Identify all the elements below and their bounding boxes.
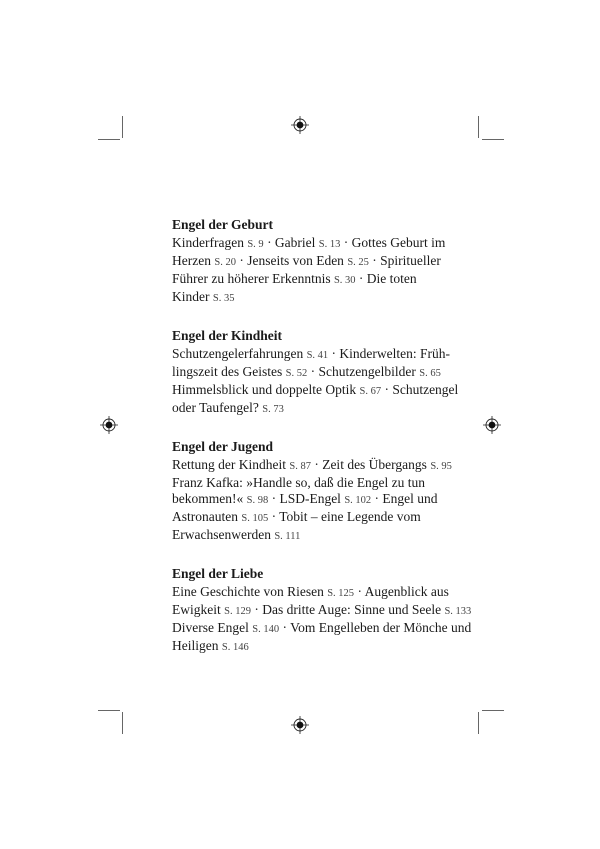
entry-text: · LSD-Engel bbox=[268, 491, 345, 506]
toc-line bbox=[172, 620, 472, 638]
page-reference: S. 146 bbox=[221, 642, 249, 653]
page-reference: S. 102 bbox=[344, 495, 372, 506]
page-reference: S. 25 bbox=[347, 257, 369, 268]
page-reference: S. 98 bbox=[246, 495, 269, 506]
toc-line bbox=[172, 382, 459, 400]
entry-text: · Jenseits von Eden bbox=[235, 253, 348, 268]
crop-mark-icon bbox=[482, 139, 504, 140]
toc-line bbox=[172, 253, 442, 271]
crop-mark-icon bbox=[122, 116, 123, 138]
entry-text: · Schutzengel bbox=[381, 382, 459, 397]
page-reference: S. 65 bbox=[419, 368, 441, 379]
toc-line bbox=[172, 584, 449, 602]
entry-text: Führer zu höherer Erkenntnis bbox=[172, 271, 334, 286]
toc-line bbox=[172, 602, 472, 620]
entry-text: Rettung der Kindheit bbox=[172, 457, 290, 472]
entry-text: Kinderfragen bbox=[172, 235, 248, 250]
toc-line bbox=[172, 491, 442, 509]
toc-line bbox=[172, 475, 442, 491]
crop-mark-icon bbox=[482, 710, 504, 711]
page-reference: S. 13 bbox=[318, 239, 341, 250]
page-reference: S. 125 bbox=[327, 588, 355, 599]
page-reference: S. 67 bbox=[359, 386, 382, 397]
toc-section bbox=[172, 216, 446, 307]
page-reference: S. 129 bbox=[224, 606, 251, 617]
registration-mark-icon bbox=[100, 416, 118, 434]
page-reference: S. 30 bbox=[333, 275, 356, 286]
toc-section bbox=[172, 327, 459, 418]
entry-text: Schutzengelerfahrungen bbox=[172, 346, 307, 361]
toc-line bbox=[172, 509, 442, 527]
page-reference: S. 52 bbox=[285, 368, 308, 379]
registration-mark-icon bbox=[291, 716, 309, 734]
section-title: Engel der Geburt bbox=[172, 217, 273, 232]
entry-text: Heiligen bbox=[172, 638, 222, 653]
section-title: Engel der Liebe bbox=[172, 566, 264, 581]
page-reference: S. 111 bbox=[274, 531, 301, 542]
page-reference: S. 87 bbox=[289, 461, 311, 472]
entry-text: · Das dritte Auge: Sinne und Seele bbox=[250, 602, 445, 617]
page-reference: S. 35 bbox=[212, 293, 235, 304]
entry-text: · Augenblick aus bbox=[354, 584, 449, 599]
page-reference: S. 9 bbox=[247, 239, 264, 250]
entry-text: Himmelsblick und doppelte Optik bbox=[172, 382, 360, 397]
toc-line bbox=[172, 289, 442, 307]
toc-line bbox=[172, 235, 446, 253]
entry-text: Astronauten bbox=[172, 509, 242, 524]
toc-line bbox=[172, 364, 442, 382]
entry-text: Erwachsenwerden bbox=[172, 527, 275, 542]
entry-text: · Gabriel bbox=[263, 235, 319, 250]
toc-line bbox=[172, 400, 442, 418]
crop-mark-icon bbox=[478, 116, 479, 138]
toc-section bbox=[172, 438, 452, 545]
entry-text: · Die toten bbox=[355, 271, 417, 286]
crop-mark-icon bbox=[98, 139, 120, 140]
toc-line bbox=[172, 346, 451, 364]
entry-text: · Vom Engelleben der Mönche und bbox=[279, 620, 472, 635]
registration-mark-icon bbox=[291, 116, 309, 134]
toc-section bbox=[172, 565, 472, 656]
page-reference: S. 20 bbox=[214, 257, 236, 268]
toc-line bbox=[172, 271, 442, 289]
entry-text: · Schutzengelbilder bbox=[307, 364, 420, 379]
entry-text: Franz Kafka: »Handle so, daß die Engel zu tun bbox=[172, 475, 426, 490]
toc-line bbox=[172, 638, 442, 656]
entry-text: · Gottes Geburt im bbox=[340, 235, 446, 250]
entry-text: lingszeit des Geistes bbox=[172, 364, 286, 379]
toc-line bbox=[172, 527, 442, 545]
entry-text: Eine Geschichte von Riesen bbox=[172, 584, 328, 599]
crop-mark-icon bbox=[478, 712, 479, 734]
page-reference: S. 133 bbox=[444, 606, 472, 617]
section-title: Engel der Jugend bbox=[172, 439, 274, 454]
page-reference: S. 105 bbox=[241, 513, 269, 524]
entry-text: Ewigkeit bbox=[172, 602, 225, 617]
entry-text: · Zeit des Übergangs bbox=[310, 457, 431, 472]
crop-mark-icon bbox=[98, 710, 120, 711]
crop-mark-icon bbox=[122, 712, 123, 734]
page-reference: S. 73 bbox=[262, 404, 284, 415]
entry-text: · Tobit – eine Legende vom bbox=[268, 509, 421, 524]
entry-text: · Engel und bbox=[371, 491, 438, 506]
entry-text: · Kinderwelten: Früh- bbox=[328, 346, 451, 361]
section-title: Engel der Kindheit bbox=[172, 328, 283, 343]
registration-mark-icon bbox=[483, 416, 501, 434]
page-reference: S. 140 bbox=[252, 624, 280, 635]
page-reference: S. 95 bbox=[430, 461, 452, 472]
entry-text: · Spiritueller bbox=[368, 253, 441, 268]
entry-text: oder Taufengel? bbox=[172, 400, 263, 415]
table-of-contents bbox=[172, 216, 472, 676]
entry-text: Herzen bbox=[172, 253, 215, 268]
toc-line bbox=[172, 457, 452, 475]
entry-text: bekommen!« bbox=[172, 491, 247, 506]
entry-text: Diverse Engel bbox=[172, 620, 253, 635]
page-reference: S. 41 bbox=[306, 350, 329, 361]
entry-text: Kinder bbox=[172, 289, 213, 304]
